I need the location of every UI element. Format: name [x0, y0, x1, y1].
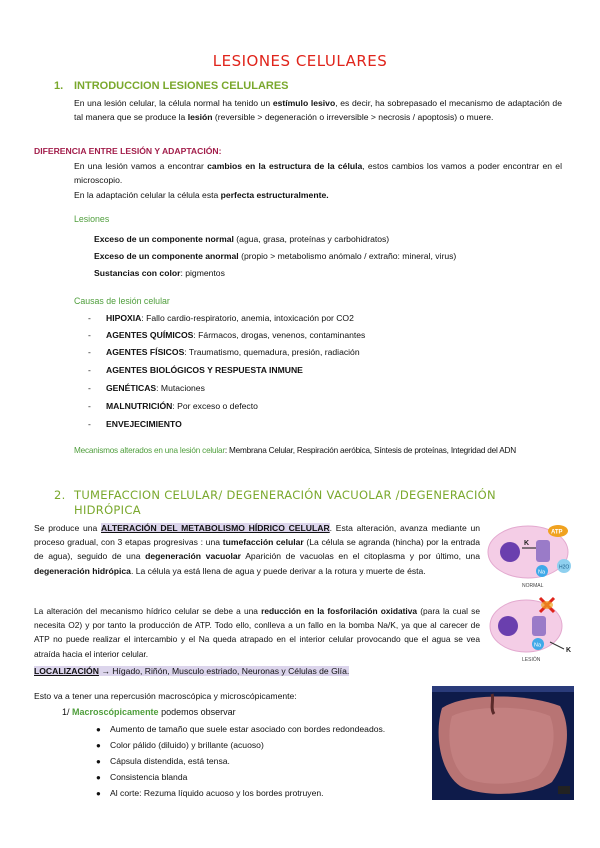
list-item — [96, 788, 324, 798]
text: : Mutaciones — [156, 383, 205, 393]
text: Aumento de tamaño que suele estar asociado con bordes redondeados. — [110, 724, 386, 734]
text-bold: estímulo lesivo — [272, 98, 336, 108]
section1-number: 1. — [54, 80, 64, 92]
text-bold: degeneración vacuolar — [145, 551, 242, 562]
text: En una lesión vamos a encontrar — [74, 161, 208, 171]
na-label: Na — [538, 569, 546, 576]
na-label: Na — [534, 642, 542, 649]
diferencia-heading: DIFERENCIA ENTRE LESIÓN Y ADAPTACIÓN: — [34, 146, 222, 156]
text: La alteración del mecanismo hídrico celular se debe a una — [34, 606, 262, 616]
text: En una lesión celular, la célula normal ha tenido un — [74, 98, 273, 108]
bullet-icon: ● — [96, 725, 101, 734]
causas-heading: Causas de lesión celular — [74, 296, 170, 306]
localizacion-line — [34, 665, 349, 679]
lesiones-heading: Lesiones — [74, 214, 110, 224]
pump — [536, 540, 550, 562]
dash: - — [88, 347, 91, 357]
text: 1/ — [62, 707, 70, 717]
text-bold: degeneración hidrópica — [34, 565, 131, 576]
section2-heading — [54, 488, 496, 518]
text-bold: HIPOXIA — [106, 313, 142, 323]
liver-photo — [432, 686, 574, 800]
text-bold: lesión — [187, 111, 213, 122]
k-label: K — [566, 647, 572, 654]
vessel — [492, 694, 494, 714]
text: : Fallo cardio-respiratorio, anemia, intoxicación por CO2 — [141, 313, 354, 323]
h2o-label: H2O — [559, 564, 570, 571]
repercusion-line: Esto va a tener una repercusión macroscópica y microscópicamente: — [34, 691, 297, 701]
list-item — [88, 347, 360, 357]
text-bold: cambios en la estructura de la célula — [207, 161, 363, 171]
text: . Esta alteración, avanza mediante un proceso gradual, con 3 etapas progresivas : una — [34, 523, 481, 548]
atp-badge-blocked — [541, 601, 553, 609]
text: , es decir, ha sobrepasado el mecanismo de adaptación de tal manera que se produce la — [74, 98, 562, 122]
page-title: LESIONES CELULARES — [212, 52, 388, 70]
arrow — [550, 642, 564, 649]
atp-label: ATP — [551, 529, 563, 536]
section1-heading — [54, 80, 289, 92]
bullet-icon: ● — [96, 773, 101, 782]
bullet-icon: ● — [96, 757, 101, 766]
text: . La célula ya está llena de agua y puede derivar a la rotura y muerte de ésta. — [130, 565, 426, 576]
text-bold: tumefacción celular — [222, 537, 304, 548]
pump — [532, 616, 546, 636]
text: Se produce una — [34, 523, 101, 533]
text: (para la cual se necesita O2) y por tanto la producción de ATP. Todo ello, conlleva a un fallo en la bomba Na/K, ya que al carecer de ATP no puede realizar el intercambio y el Na queda atrapado en el interior celular provocando que el agua se vea atraída hacia el interior celular. — [34, 606, 480, 659]
macroscopica-label: Macroscópicamente — [72, 707, 159, 717]
scale-marker — [558, 786, 570, 794]
dash: - — [88, 365, 91, 375]
list-item — [96, 724, 385, 734]
text-highlight: ALTERACIÓN DEL METABOLISMO HÍDRICO CELULAR — [101, 523, 330, 533]
lesiones-item — [94, 233, 389, 247]
dash: - — [88, 330, 91, 340]
text: Consistencia blanda — [110, 772, 188, 782]
list-item — [96, 756, 230, 766]
text-bold: MALNUTRICIÓN — [106, 401, 173, 411]
text: : Fármacos, drogas, venenos, contaminantes — [193, 330, 366, 340]
text: , estos cambios los vamos a poder encontrar en el microscopio. — [74, 161, 562, 185]
text-bold: perfecta estructuralmente. — [220, 190, 329, 200]
text: : Membrana Celular, Respiración aeróbica, Síntesis de proteínas, Integridad del ADN — [224, 446, 516, 455]
liver-highlight — [449, 708, 553, 784]
k-label: K — [524, 540, 530, 547]
nucleus — [500, 542, 520, 562]
text-bold: GENÉTICAS — [106, 383, 157, 393]
bullet-icon: ● — [96, 789, 101, 798]
list-item — [88, 383, 205, 393]
list-item — [88, 401, 258, 411]
text: Cápsula distendida, está tensa. — [110, 756, 230, 766]
text: Color pálido (diluido) y brillante (acuoso) — [110, 740, 264, 750]
text: (agua, grasa, proteínas y carbohidratos) — [233, 234, 390, 244]
lesiones-item — [94, 267, 225, 281]
ruler — [432, 686, 574, 692]
nucleus — [498, 616, 518, 636]
dash: - — [88, 383, 91, 393]
text: : Por exceso o defecto — [172, 401, 258, 411]
text-bold: reducción en la fosforilación oxidativa — [261, 606, 418, 616]
lesion-cell-illustration — [484, 592, 580, 664]
list-item — [88, 365, 303, 375]
section1-title: INTRODUCCION LESIONES CELULARES — [74, 80, 289, 92]
text: (propio > metabolismo anómalo / extraño: mineral, virus) — [238, 251, 457, 261]
mecanismos-paragraph — [74, 444, 564, 458]
list-item — [96, 740, 264, 750]
text-bold: AGENTES QUÍMICOS — [106, 330, 194, 340]
localizacion-text: → Hígado, Riñón, Musculo estriado, Neuronas y Células de Glía. — [98, 666, 350, 676]
list-item — [88, 313, 354, 323]
lesiones-item — [94, 250, 456, 264]
text-bold: ENVEJECIMIENTO — [106, 419, 182, 429]
list-item — [88, 330, 365, 340]
normal-caption: NORMAL — [522, 583, 544, 589]
text: : pigmentos — [180, 268, 225, 278]
macroscopica-line — [62, 706, 236, 720]
diferencia-line2 — [74, 189, 562, 203]
bullet-icon: ● — [96, 741, 101, 750]
text: (reversible > degeneración o irreversible > necrosis / apoptosis) o muere. — [212, 111, 494, 122]
section2-number: 2. — [54, 488, 66, 502]
text: podemos observar — [158, 707, 236, 717]
text-bold: Exceso de un componente anormal — [94, 251, 239, 261]
section2-title-line1: TUMEFACCION CELULAR/ DEGENERACIÓN VACUOLAR /DEGENERACIÓN — [74, 488, 496, 502]
section2-title-line2: HIDRÓPICA — [74, 503, 141, 517]
text: Al corte: Rezuma líquido acuoso y los bordes protruyen. — [110, 788, 324, 798]
dash: - — [88, 401, 91, 411]
text-bold: AGENTES FÍSICOS — [106, 347, 185, 357]
text-bold: Sustancias con color — [94, 268, 181, 278]
localizacion-label: LOCALIZACIÓN — [34, 666, 99, 676]
text: En la adaptación celular la célula esta — [74, 190, 221, 200]
text: Aparición de vacuolas en el citoplasma y por último, una — [241, 551, 480, 562]
text: : Traumatismo, quemadura, presión, radiación — [184, 347, 360, 357]
lesion-caption: LESIÓN — [522, 657, 541, 663]
normal-cell-illustration — [484, 518, 580, 590]
section2-paragraph1 — [34, 521, 480, 578]
list-item — [88, 419, 182, 429]
text-bold: Exceso de un componente normal — [94, 234, 234, 244]
dash: - — [88, 419, 91, 429]
mecanismos-label: Mecanismos alterados en una lesión celular — [74, 446, 225, 455]
dash: - — [88, 313, 91, 323]
diferencia-line1 — [74, 160, 562, 187]
section2-paragraph2 — [34, 604, 480, 661]
section1-paragraph — [74, 97, 562, 124]
list-item — [96, 772, 187, 782]
text: (La célula se agranda (hincha) por la entrada de agua), seguido de una — [34, 537, 480, 562]
text-bold: AGENTES BIOLÓGICOS Y RESPUESTA INMUNE — [106, 365, 303, 375]
